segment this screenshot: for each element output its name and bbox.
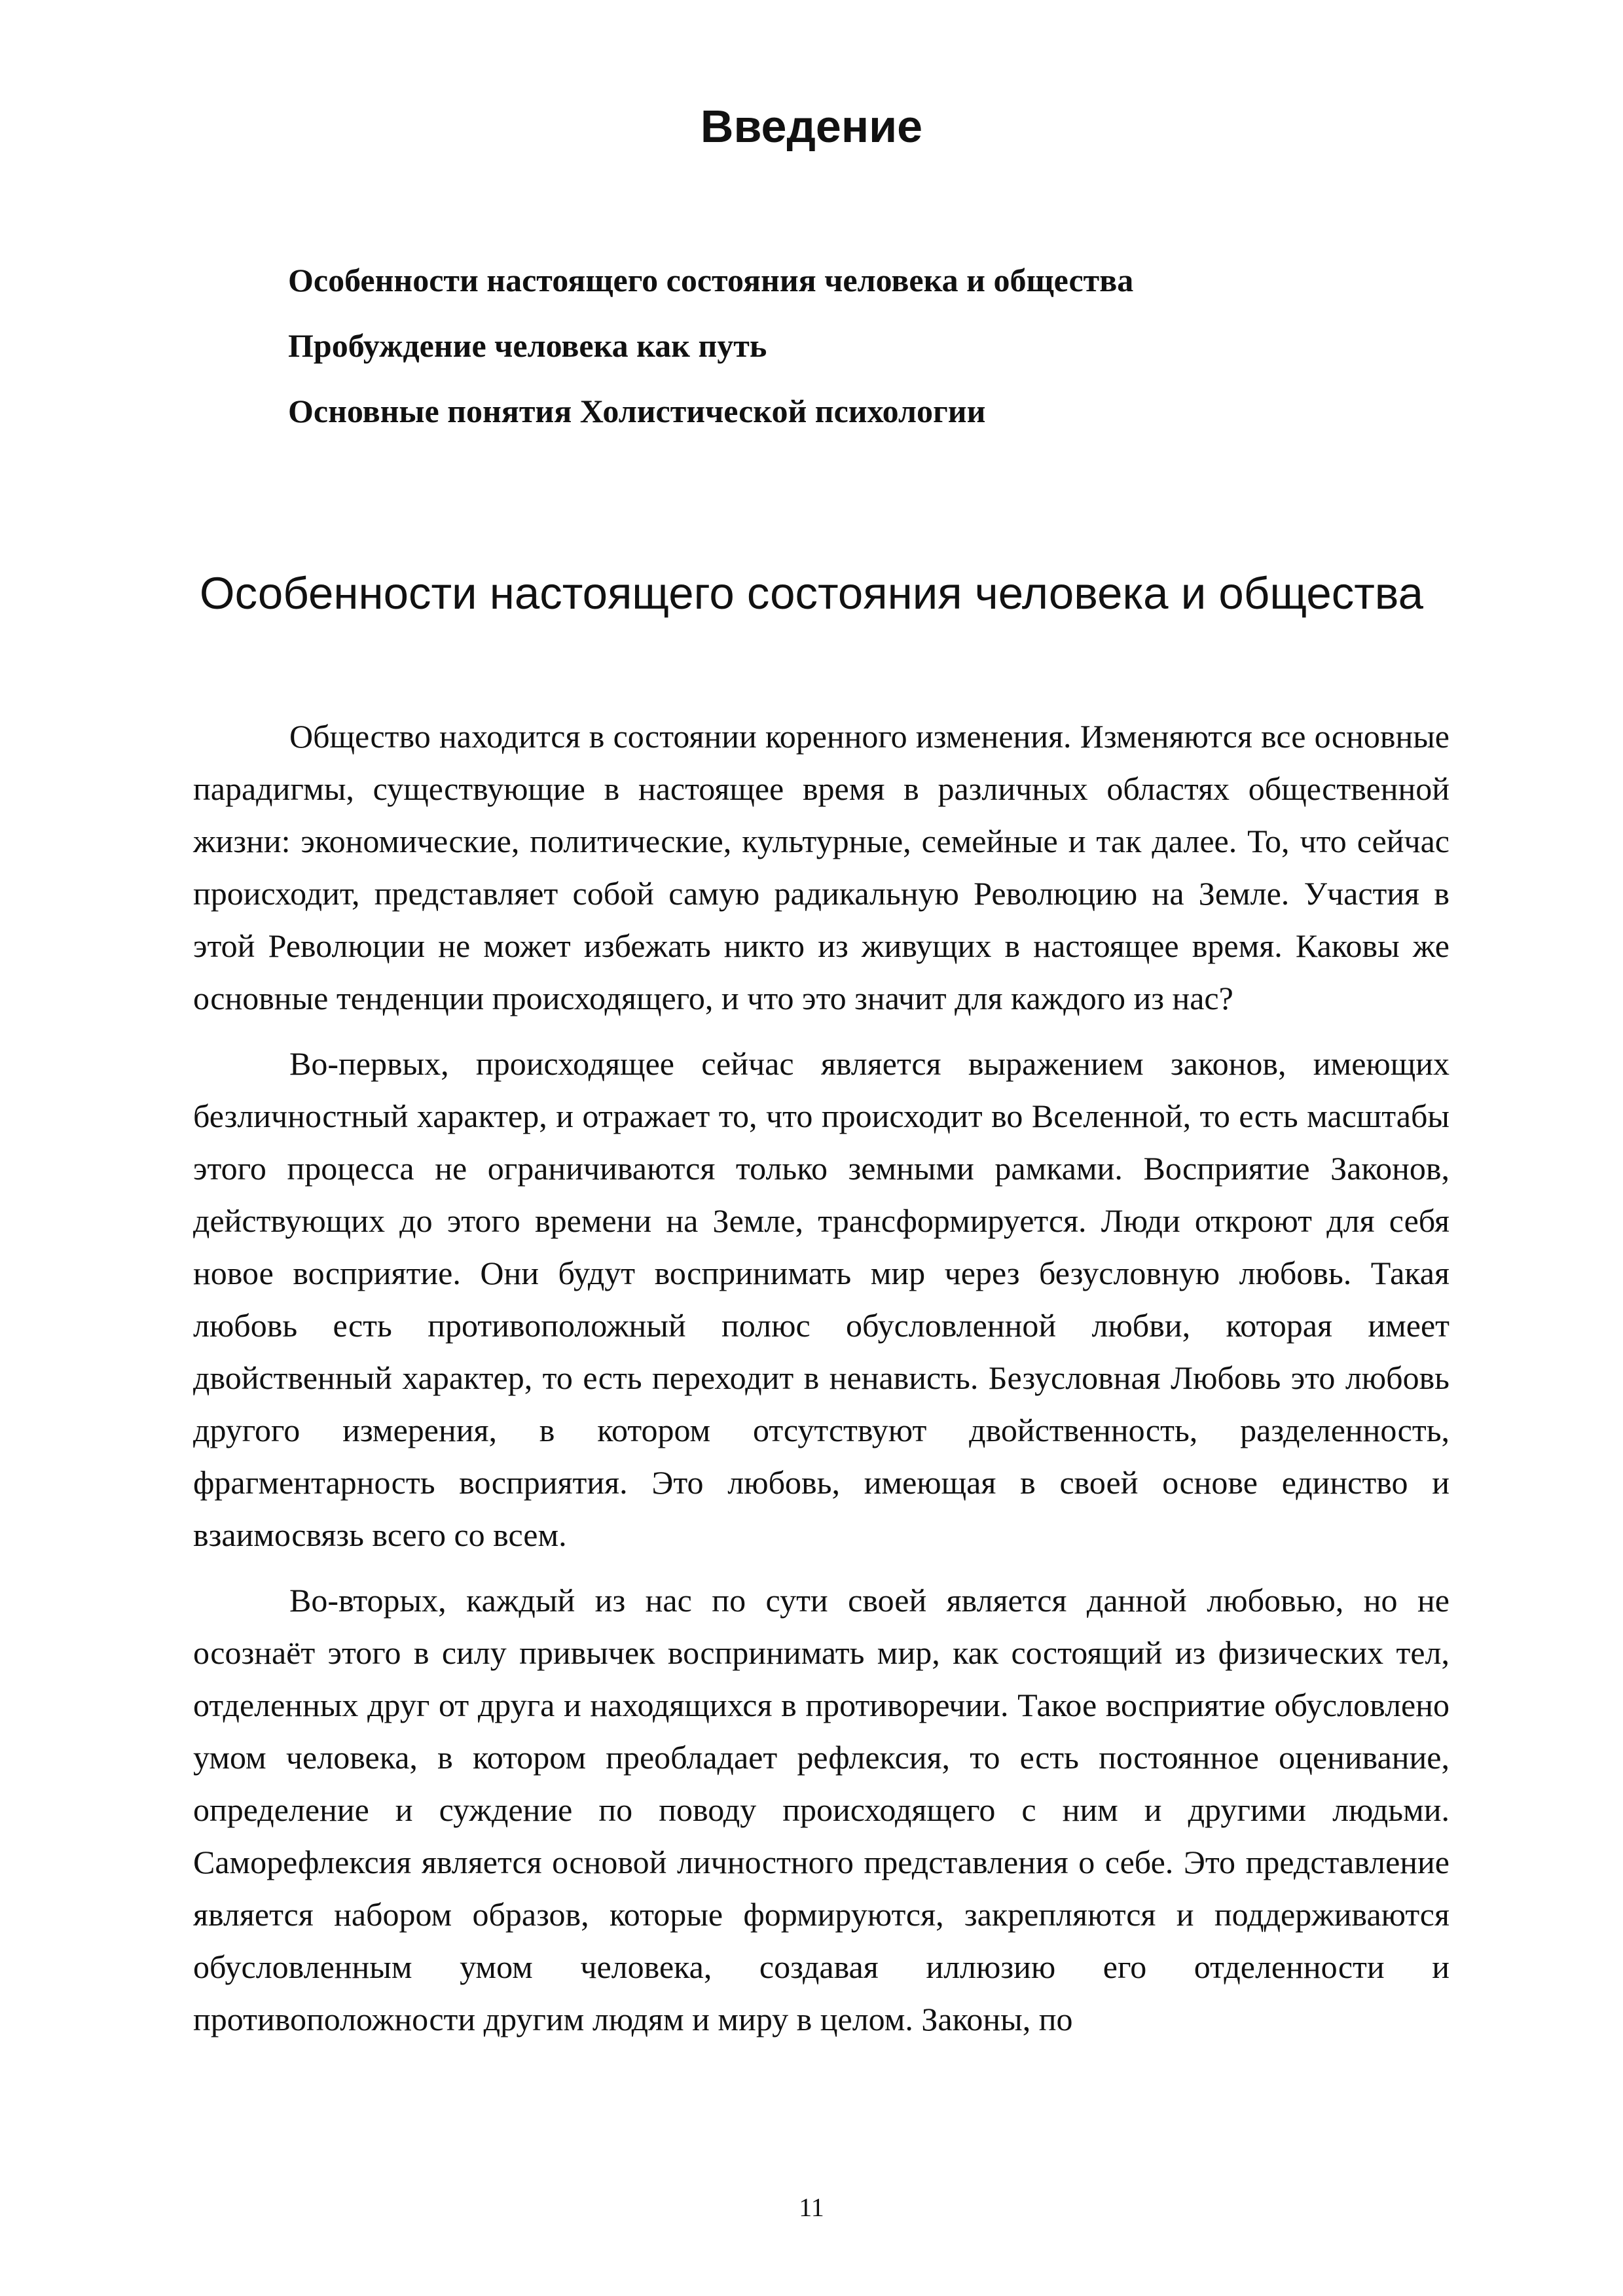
paragraph: Во-первых, происходящее сейчас является выражением законов, имеющих безличностный характер, и отражает то, что происходит во Вселенной, то есть масштабы этого процесса не ограничиваются только земными рамками. Восприятие Законов, действующих до этого времени на Земле, трансформируется. Люди откроют для себя новое восприятие. Они будут воспринимать мир через безусловную любовь. Такая любовь есть противоположный полюс обусловленной любви, которая имеет двойственный характер, то есть переходит в ненависть. Безусловная Любовь это любовь другого измерения, в котором отсутствуют двойственность, разделенность, фрагментарность восприятия. Это любовь, имеющая в своей основе единство и взаимосвязь всего со всем. [193, 1045, 1450, 1553]
body-text [193, 710, 1450, 2058]
table-of-contents [288, 247, 1133, 444]
chapter-title: Введение [700, 101, 923, 152]
paragraph: Общество находится в состоянии коренного изменения. Изменяются все основные парадигмы, существующие в настоящее время в различных областях общественной жизни: экономические, политические, культурные, семейные и так далее. То, что сейчас происходит, представляет собой самую радикальную Революцию на Земле. Участия в этой Революции не может избежать никто из живущих в настоящее время. Каковы же основные тенденции происходящего, и что это значит для каждого из нас? [193, 718, 1450, 1016]
section-title: Особенности настоящего состояния человека и общества [199, 568, 1424, 619]
paragraph: Во-вторых, каждый из нас по сути своей является данной любовью, но не осознаёт этого в силу привычек воспринимать мир, как состоящий из физических тел, отделенных друг от друга и находящихся в противоречии. Такое восприятие обусловлено умом человека, в котором преобладает рефлексия, то есть постоянное оценивание, определение и суждение по поводу происходящего с ним и другими людьми. Саморефлексия является основой личностного представления о себе. Это представление является набором образов, которые формируются, закрепляются и поддерживаются обусловленным умом человека, создавая иллюзию его отделенности и противоположности другим людям и миру в целом. Законы, по [193, 1582, 1450, 2037]
toc-item: Пробуждение человека как путь [288, 327, 767, 364]
page-number: 11 [799, 2193, 824, 2222]
toc-item: Основные понятия Холистической психологии [288, 393, 986, 429]
toc-item: Особенности настоящего состояния человека и общества [288, 262, 1134, 298]
